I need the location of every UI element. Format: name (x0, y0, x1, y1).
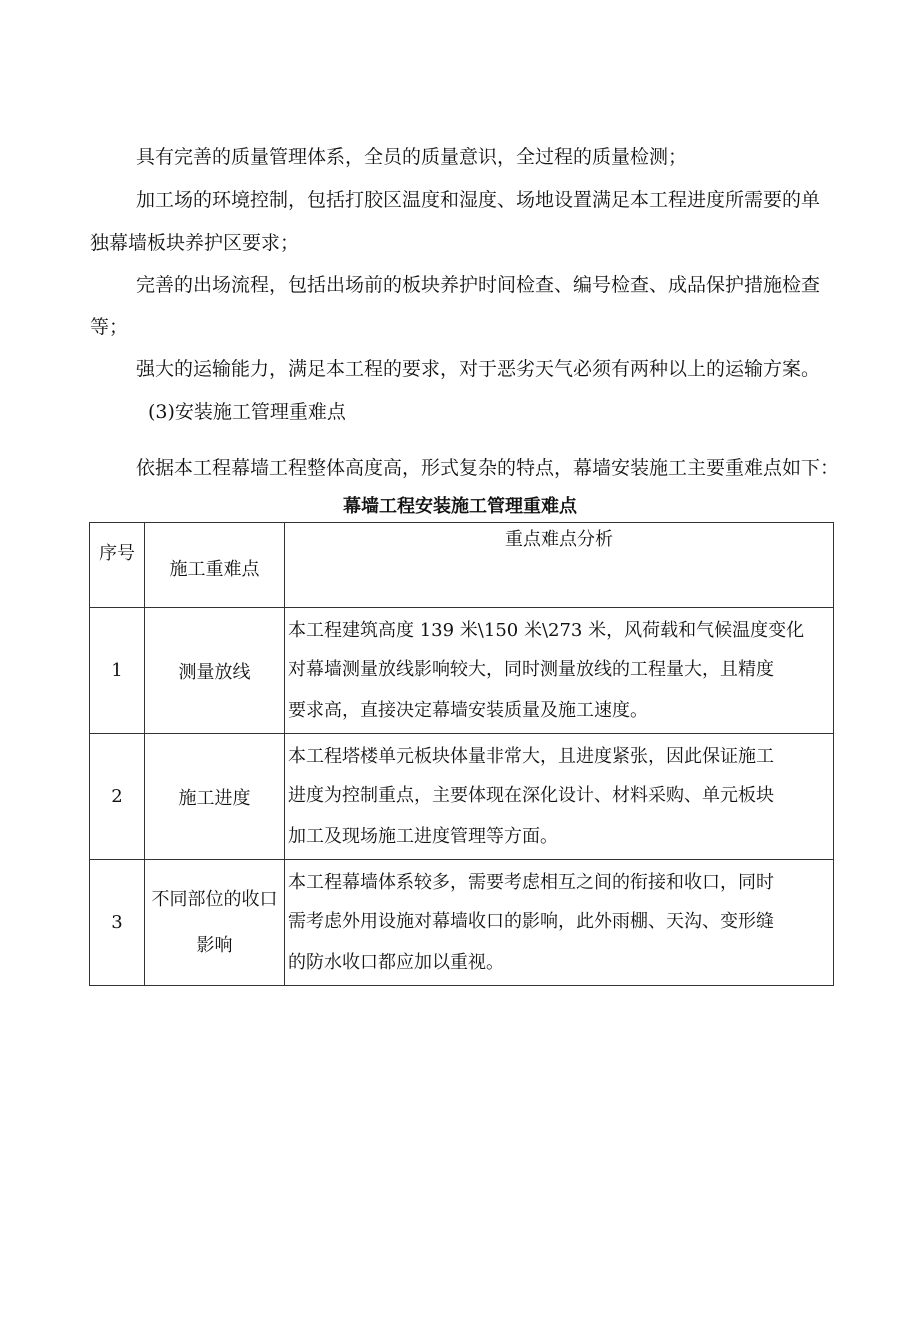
header-construction-point: 施工重难点 (145, 523, 285, 608)
paragraph-exit-process-line1: 完善的出场流程，包括出场前的板块养护时间检查、编号检查、成品保护措施检查 (136, 274, 821, 296)
section-heading-installation: (3)安装施工管理重难点 (148, 401, 346, 423)
table-header-row (90, 523, 834, 608)
header-analysis: 重点难点分析 (285, 523, 834, 608)
header-number: 序号 (90, 523, 145, 608)
row-analysis (285, 608, 834, 734)
paragraph-exit-process-line2: 等； (90, 316, 129, 338)
row-construction-point-line: 施工进度 (178, 787, 251, 809)
analysis-line: 加工及现场施工进度管理等方面。 (288, 826, 558, 847)
paragraph-intro: 依据本工程幕墙工程整体高度高，形式复杂的特点，幕墙安装施工主要重难点如下： (136, 457, 840, 479)
analysis-line: 对幕墙测量放线影响较大，同时测量放线的工程量大，且精度 (288, 659, 774, 680)
row-analysis (285, 860, 834, 986)
analysis-line: 本工程塔楼单元板块体量非常大，且进度紧张，因此保证施工 (288, 746, 774, 767)
paragraph-environment-control-line2: 独幕墙板块养护区要求； (90, 232, 300, 254)
table-title: 幕墙工程安装施工管理重难点 (343, 496, 577, 517)
analysis-line: 本工程幕墙体系较多，需要考虑相互之间的衔接和收口，同时 (288, 872, 774, 893)
row-construction-point (145, 734, 285, 860)
analysis-line: 需考虑外用设施对幕墙收口的影响，此外雨棚、天沟、变形缝 (288, 911, 774, 932)
row-analysis (285, 734, 834, 860)
paragraph-quality-system: 具有完善的质量管理体系，全员的质量意识，全过程的质量检测； (136, 146, 688, 168)
analysis-line: 本工程建筑高度 139 米\150 米\273 米，风荷载和气候温度变化 (288, 620, 805, 641)
row-construction-point-line: 影响 (196, 934, 233, 956)
row-construction-point-line: 测量放线 (178, 661, 251, 683)
table-row (90, 860, 834, 986)
paragraph-transport-capacity: 强大的运输能力，满足本工程的要求，对于恶劣天气必须有两种以上的运输方案。 (136, 358, 821, 380)
difficulty-table (89, 522, 834, 986)
table-row (90, 734, 834, 860)
row-construction-point-line: 不同部位的收口 (151, 888, 278, 910)
row-number: 1 (90, 608, 145, 734)
row-construction-point (145, 860, 285, 986)
table-row (90, 608, 834, 734)
row-number: 3 (90, 860, 145, 986)
analysis-line: 进度为控制重点，主要体现在深化设计、材料采购、单元板块 (288, 785, 774, 806)
row-number: 2 (90, 734, 145, 860)
paragraph-environment-control-line1: 加工场的环境控制，包括打胶区温度和湿度、场地设置满足本工程进度所需要的单 (136, 189, 821, 211)
analysis-line: 要求高，直接决定幕墙安装质量及施工速度。 (288, 700, 648, 721)
row-construction-point (145, 608, 285, 734)
analysis-line: 的防水收口都应加以重视。 (288, 952, 504, 973)
